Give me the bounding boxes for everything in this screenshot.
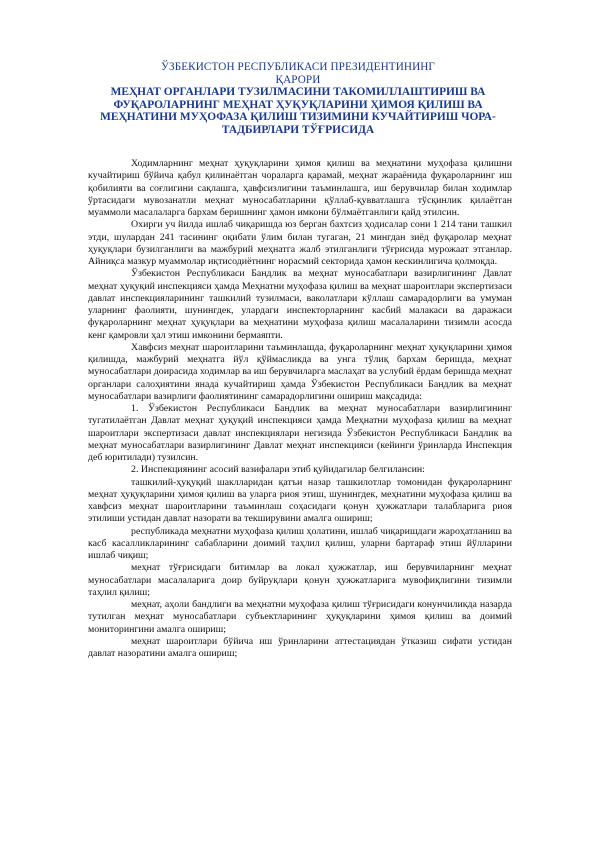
paragraph: Хавфсиз меҳнат шароитларини таъминлашда, фуқароларнинг меҳнат ҳуқуқларини ҳимоя қилишда, мажбурий меҳнатга йўл қўймасликда ва унга тўлиқ бархам беришда, меҳнат муносабатлари доирасида ходимлар ва иш берувчиларга маслаҳат ва услубий ёрдам беришда меҳнат органлари салоҳиятини янада кучайтириш ҳамда Ўзбекистон Республикаси Бандлик ва меҳнат муносабатлари вазирлиги фаолиятининг самарадорлигини ошириш мақсадида: [88,341,513,402]
title-line: ФУҚАРОЛАРНИНГ МЕҲНАТ ҲУҚУҚЛАРИНИ ҲИМОЯ ҚИЛИШ ВА [113,98,483,111]
paragraph: 2. Инспекциянинг асосий вазифалари этиб қуйидагилар белгилансин: [131,464,425,476]
title-line: МЕҲНАТ ОРГАНЛАРИ ТУЗИЛМАСИНИ ТАКОМИЛЛАШТИРИШ ВА [110,86,486,98]
document-header [60,61,536,136]
document-title [60,86,536,136]
paragraph: меҳнат, аҳоли бандлиги ва меҳнатни муҳофаза қилиш тўғрисидаги конунчиликда назарда тутилган меҳнат муносабатлари субъектларининг ҳуқуқларини ҳимоя қилиш ва доимий мониторингини амалга ошириш; [88,599,512,635]
issuer-line: ЎЗБЕКИСТОН РЕСПУБЛИКАСИ ПРЕЗИДЕНТИНИНГ [161,61,435,73]
paragraph: Ходимларнинг меҳнат ҳуқуқларини ҳимоя қилиш ва меҳнатини муҳофаза қилишни кучайтириш бўйича қабул қилинаётган чораларга қарамай, меҳнат жараёнида фуқароларнинг иш қобилияти ва соғлигини сақлашга, ҳавфсизлигини таъминлашга, иш берувчилар билан ходимлар ўртасидаги мувозанатли меҳнат муносабатларини қўллаб-қувватлашга тўсқинлик қилаётган муаммоли масалаларга бархам беришнинг ҳамон имкони бўлмаётганлиги қайд этилсин. [88,158,512,218]
paragraph: республикада меҳнатни муҳофаза қилиш ҳолатини, ишлаб чиқаришдаги жароҳатланиш ва касб касалликларининг сабабларини доимий таҳлил қилиш, уларни бартараф этиш йўлларини ишлаб чиқиш; [88,525,512,561]
paragraph: меҳнат тўғрисидаги битимлар ва локал ҳужжатлар, иш берувчиларнинг меҳнат муносабатлари масалаларига доир буйруқлари қонун ҳужжатларига мувофиқлигини тизимли таҳлил қилиш; [88,562,512,598]
paragraph: 1. Ўзбекистон Республикаси Бандлик ва меҳнат муносабатлари вазирлигининг тугатилаётган Давлат меҳнат ҳуқуқий инспекцияси ҳамда Меҳнатни муҳофаза қилиш ва меҳнат шароитлари экспертизаси давлат инспекциялари негизида Ўзбекистон Республикаси Бандлик ва меҳнат муносабатлари вазирлигининг Давлат меҳнат инспекцияси (кейинги ўринларда Инспекция деб юритилади) тузилсин. [88,403,512,463]
document-type: ҚАРОРИ [275,73,321,86]
paragraph: Ўзбекистон Республикаси Бандлик ва меҳнат муносабатлари вазирлигининг Давлат меҳнат ҳуқуқий инспекцияси ҳамда Меҳнатни муҳофаза қилиш ва меҳнат шароитлари экспертизаси давлат инспекцияларининг ташкилий тузилмаси, ваколатлари кўллаш самарадорлиги ва умуман уларнинг фаолияти, шунингдек, улардаги инспекторларнинг касбий малакаси ва даражаси фуқароларнинг меҳнат ҳуқуқлари ва меҳнатини муҳофаза қилиш масалаларини тизимли асосда кенг қамровли ҳал этиш имконини бермаяпти. [88,268,512,341]
document-body [88,158,512,660]
paragraph: Охирги уч йилда ишлаб чиқаришда юз берган бахтсиз ҳодисалар сони 1 214 тани ташкил этди, шулардан 241 тасининг оқибати ўлим билан тугаган, 21 мингдан зиёд фуқаролар меҳнат ҳуқуқлари бузилганлиги ва мажбурий меҳнатга жалб этилганлиги тўғрисида мурожаат этганлар. Айниқса мазкур муаммолар иқтисодиётнинг норасмий секторида ҳамон кескинлигича қолмоқда. [88,219,512,267]
paragraph: меҳнат шароитлари бўйича иш ўринларини аттестациядан ўтказиш сифати устидан давлат назоратини амалга ошириш; [88,635,512,659]
title-line: МЕҲНАТИНИ МУҲОФАЗА ҚИЛИШ ТИЗИМИНИ КУЧАЙТИРИШ ЧОРА- [100,111,496,124]
title-line: ТАДБИРЛАРИ ТЎҒРИСИДА [221,123,375,136]
paragraph: ташкилий-ҳуқуқий шаклларидан қатъи назар ташкилотлар томонидан фуқароларнинг меҳнат ҳуқуқларини ҳимоя қилиш ва уларга риоя этиш, шунингдек, меҳнатини муҳофаза қилиш ва хавфсиз меҳнат шароитларини таъминлаш соҳасидаги қонун ҳужжатлари талабларига риоя этилиши устидан давлат назорати ва текширувини амалга ошириш; [88,476,512,525]
